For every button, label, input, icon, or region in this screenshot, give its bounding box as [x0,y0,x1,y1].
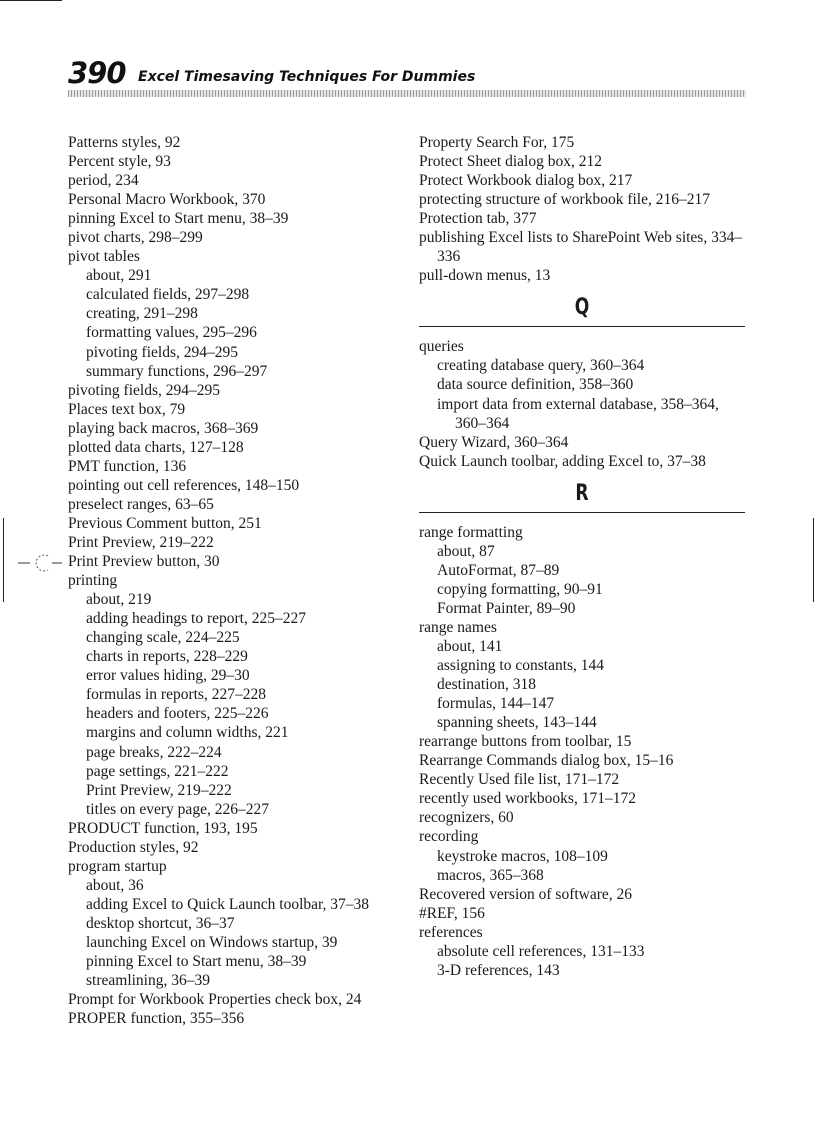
index-subentry: adding Excel to Quick Launch toolbar, 37–38 [86,895,370,913]
index-entry: Percent style, 93 [68,153,171,171]
index-entry: Print Preview, 219–222 [68,533,214,551]
index-subentry: page settings, 221–222 [86,762,229,780]
index-entry: preselect ranges, 63–65 [68,495,214,513]
index-entry: protecting structure of workbook file, 216–217 [419,191,710,209]
index-entry: program startup [68,857,167,875]
section-heading-q: Q [574,295,590,321]
index-subentry: AutoFormat, 87–89 [437,561,560,579]
header-rule [68,90,746,97]
index-subentry: about, 36 [86,876,144,894]
index-entry: pinning Excel to Start menu, 38–39 [68,210,289,228]
index-subentry: launching Excel on Windows startup, 39 [86,933,338,951]
index-subentry: formulas, 144–147 [437,695,555,713]
index-entry: Rearrange Commands dialog box, 15–16 [419,752,674,770]
crop-mark-top [0,0,62,1]
index-entry: references [419,923,483,941]
index-entry: pull-down menus, 13 [419,267,551,285]
index-section-r [419,523,745,980]
index-subentry: error values hiding, 29–30 [86,667,250,685]
page-number: 390 [68,56,126,90]
index-entry: pointing out cell references, 148–150 [68,476,300,494]
crop-mark-right [813,518,814,602]
index-subentry: creating, 291–298 [86,305,198,323]
index-entry: Query Wizard, 360–364 [419,433,569,451]
index-entry: Quick Launch toolbar, adding Excel to, 37–38 [419,452,706,470]
index-entry: Protect Sheet dialog box, 212 [419,153,602,171]
index-subentry: titles on every page, 226–227 [86,800,269,818]
section-rule-q [419,326,745,327]
index-entry: pivot charts, 298–299 [68,229,203,247]
index-subentry: margins and column widths, 221 [86,724,289,742]
index-subentry: about, 291 [86,267,152,285]
index-subentry: calculated fields, 297–298 [86,286,250,304]
registration-mark-icon [18,551,62,575]
index-subentry: 3-D references, 143 [437,961,560,979]
index-entry: printing [68,572,118,590]
index-entry: Personal Macro Workbook, 370 [68,191,266,209]
index-entry: #REF, 156 [419,904,485,922]
index-entry: Places text box, 79 [68,400,186,418]
index-entry: recognizers, 60 [419,809,514,827]
index-subentry: formulas in reports, 227–228 [86,686,266,704]
index-entry: Recently Used file list, 171–172 [419,771,620,789]
index-column-right [419,133,745,980]
index-subentry: page breaks, 222–224 [86,743,222,761]
index-entry: rearrange buttons from toolbar, 15 [419,733,632,751]
index-subentry: spanning sheets, 143–144 [437,714,597,732]
index-subentry: pinning Excel to Start menu, 38–39 [86,953,307,971]
index-section-p-continued [419,133,745,285]
index-section-q [419,337,745,470]
index-subentry: about, 87 [437,542,495,560]
index-subentry: charts in reports, 228–229 [86,648,248,666]
index-subentry: macros, 365–368 [437,866,544,884]
index-entry: plotted data charts, 127–128 [68,438,244,456]
index-entry: Property Search For, 175 [419,134,575,151]
index-subentry: destination, 318 [437,676,537,694]
index-subentry: Print Preview, 219–222 [86,781,232,799]
index-entry: Previous Comment button, 251 [68,514,262,532]
section-rule-r [419,512,745,513]
index-column-left [68,133,393,1028]
index-entry: playing back macros, 368–369 [68,419,259,437]
index-entry: Protection tab, 377 [419,210,537,228]
index-subentry: about, 141 [437,637,503,655]
index-subentry: absolute cell references, 131–133 [437,942,645,960]
index-entry: PRODUCT function, 193, 195 [68,819,258,837]
page-header [68,56,746,100]
index-subentry: data source definition, 358–360 [437,376,634,394]
index-subentry: adding headings to report, 225–227 [86,610,306,628]
index-subentry: streamlining, 36–39 [86,972,210,990]
index-entry: period, 234 [68,172,139,190]
index-entry: range formatting [419,523,523,541]
index-subentry: keystroke macros, 108–109 [437,847,608,865]
index-subentry: formatting values, 295–296 [86,324,257,342]
index-entry: Production styles, 92 [68,838,199,856]
index-entry: Recovered version of software, 26 [419,885,633,903]
index-subentry: headers and footers, 225–226 [86,705,269,723]
index-entry: PMT function, 136 [68,457,187,475]
index-entry: Patterns styles, 92 [68,134,181,151]
index-subentry: import data from external database, 358–364, 360–364 [437,395,719,432]
index-subentry: summary functions, 296–297 [86,362,268,380]
index-entry: pivot tables [68,248,140,266]
index-subentry: assigning to constants, 144 [437,657,605,675]
index-entry: PROPER function, 355–356 [68,1010,245,1028]
index-entry: Print Preview button, 30 [68,553,220,571]
index-entry: queries [419,338,464,356]
index-entry: Prompt for Workbook Properties check box, 24 [68,991,362,1009]
index-subentry: creating database query, 360–364 [437,357,645,375]
index-subentry: changing scale, 224–225 [86,629,240,647]
index-entry: Protect Workbook dialog box, 217 [419,172,633,190]
index-subentry: pivoting fields, 294–295 [86,343,238,361]
book-title: Excel Timesaving Techniques For Dummies [138,69,476,85]
index-subentry: copying formatting, 90–91 [437,580,603,598]
index-entry: recording [419,828,479,846]
index-subentry: about, 219 [86,591,152,609]
crop-mark-left [3,518,4,602]
index-entry: range names [419,618,497,636]
index-entry: publishing Excel lists to SharePoint Web sites, 334–336 [419,229,743,266]
index-subentry: desktop shortcut, 36–37 [86,914,235,932]
section-heading-r: R [575,480,589,506]
index-subentry: Format Painter, 89–90 [437,599,576,617]
index-entry: pivoting fields, 294–295 [68,381,220,399]
index-entry: recently used workbooks, 171–172 [419,790,636,808]
